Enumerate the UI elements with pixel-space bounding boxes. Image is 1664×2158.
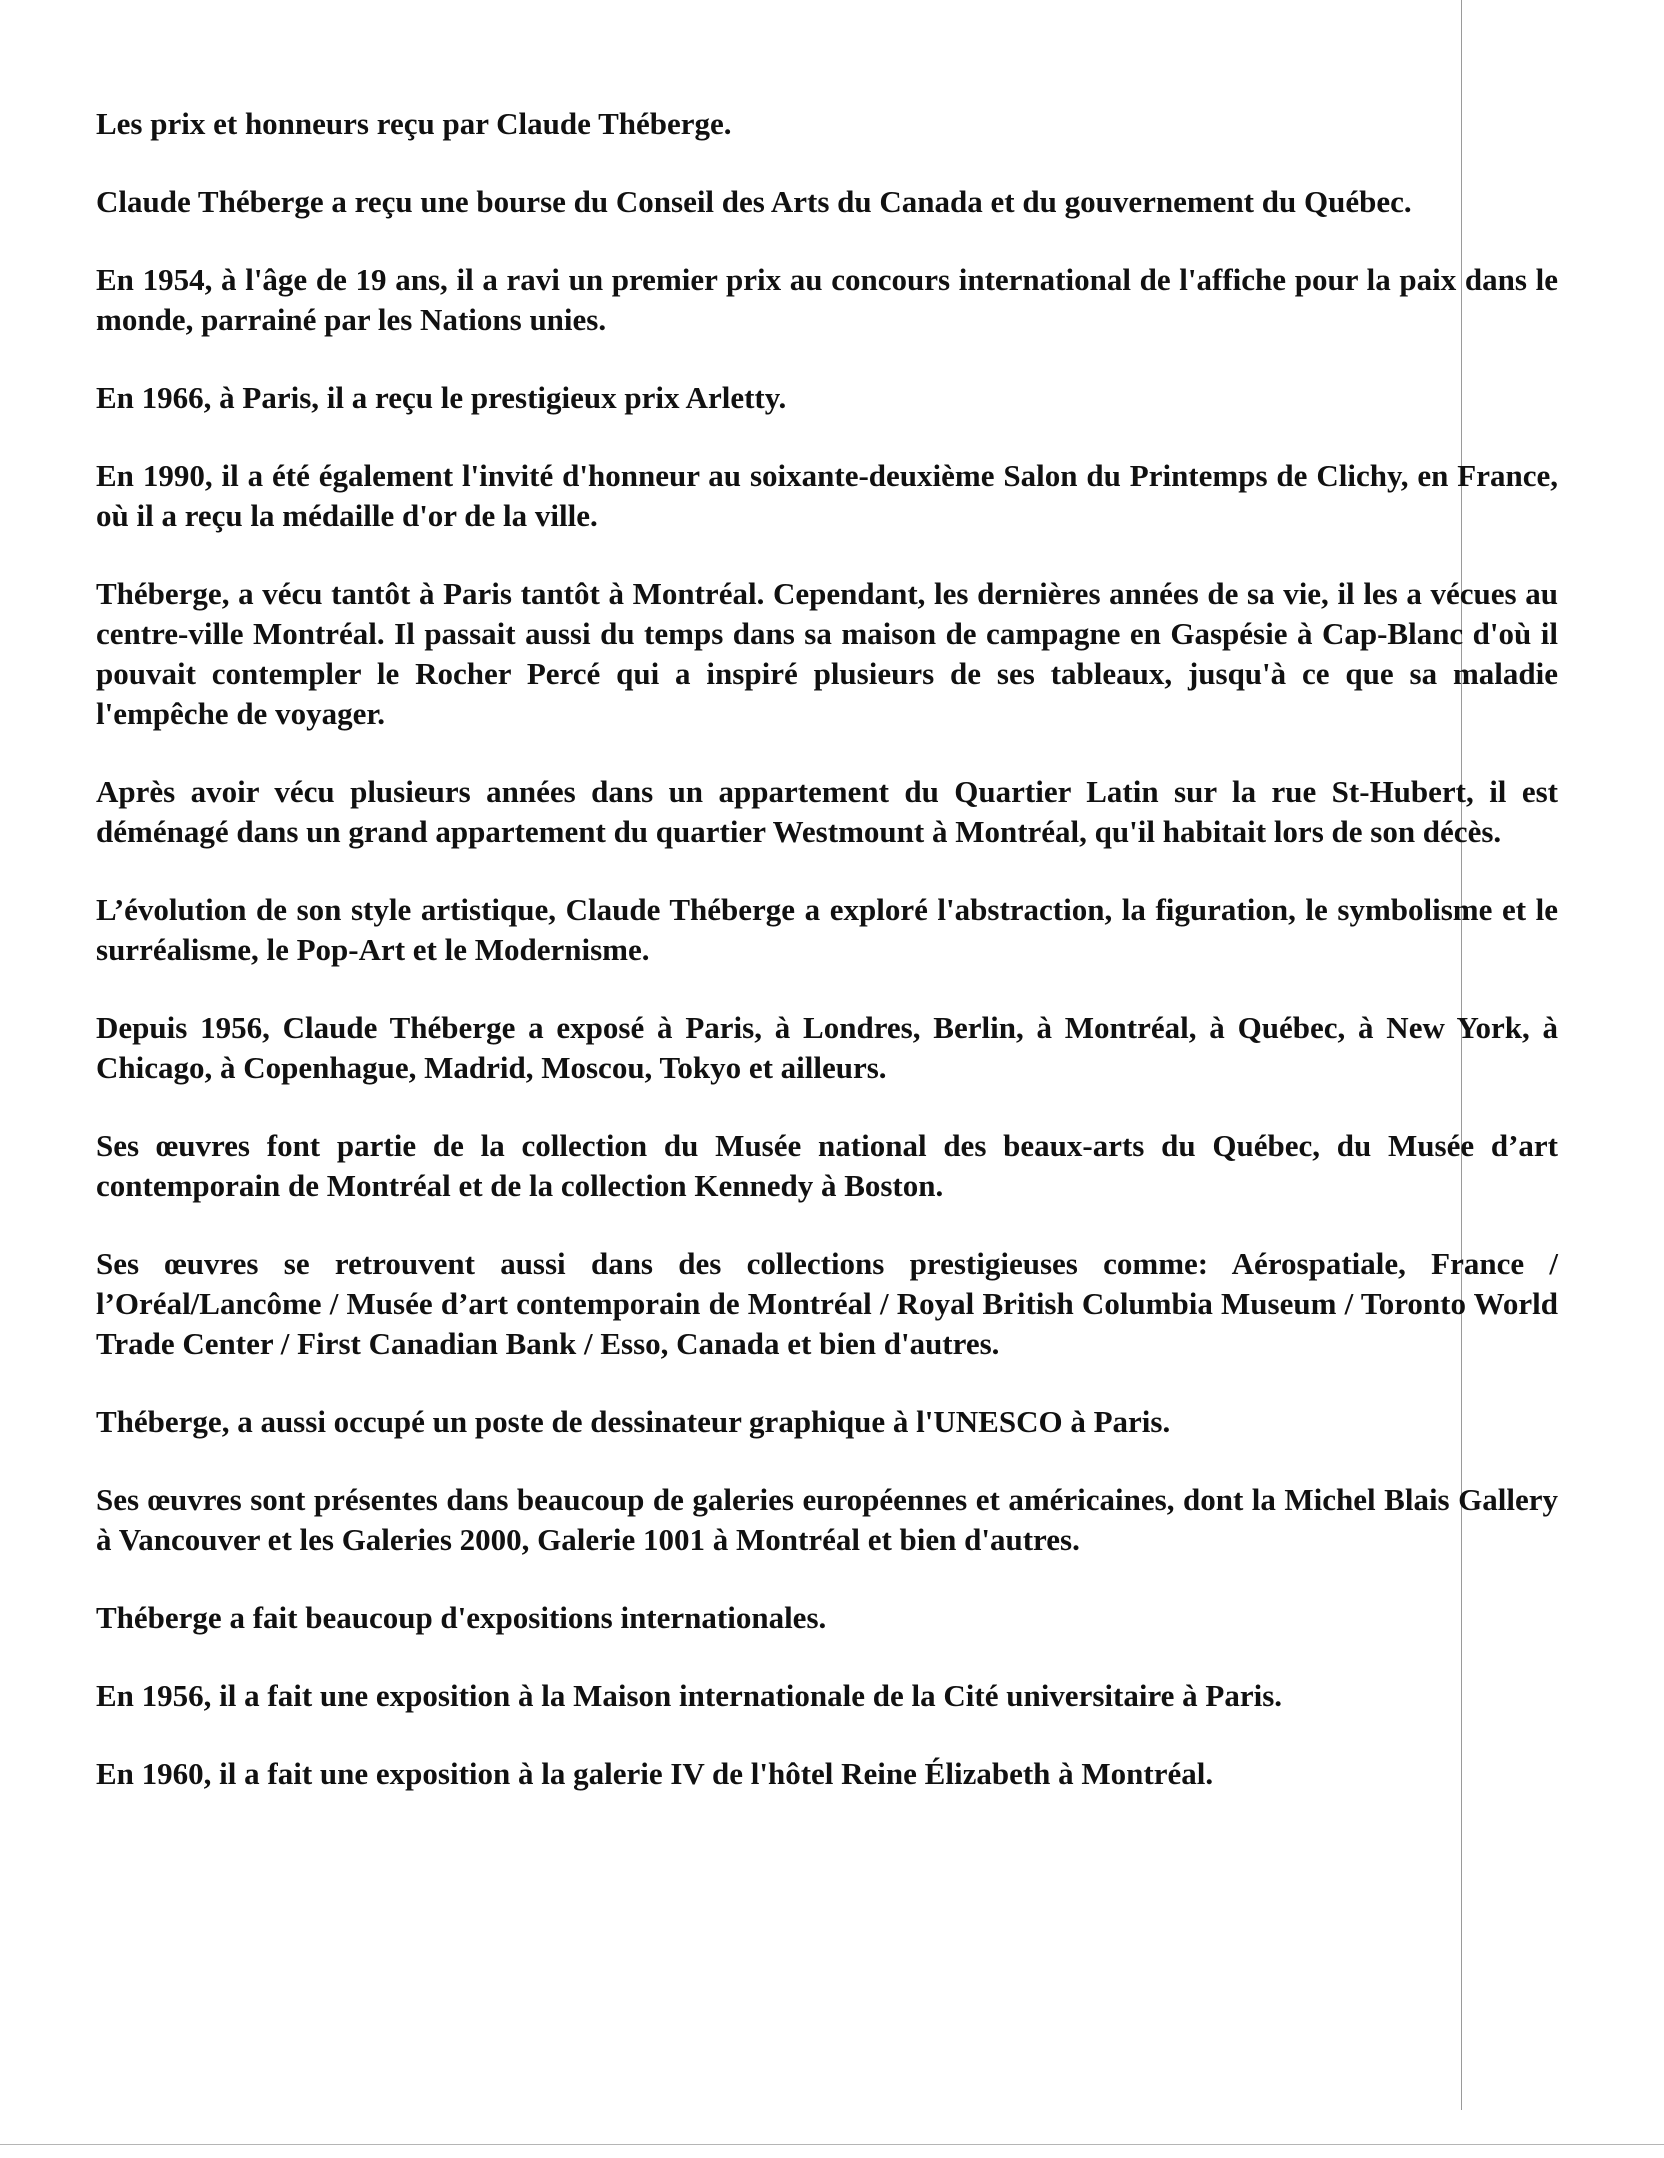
paragraph-bourse: Claude Théberge a reçu une bourse du Conseil des Arts du Canada et du gouvernement du Québec. xyxy=(96,184,1412,219)
document-body xyxy=(96,104,1558,1832)
paragraph-collections-musees: Ses œuvres font partie de la collection du Musée national des beaux-arts du Québec, du Musée d’art contemporain de Montréal et de la collection Kennedy à Boston. xyxy=(96,1128,1558,1203)
paragraph-expositions-internationales: Théberge a fait beaucoup d'expositions internationales. xyxy=(96,1600,827,1635)
paragraph-1956: En 1956, il a fait une exposition à la Maison internationale de la Cité universitaire à Paris. xyxy=(96,1678,1283,1713)
document-title: Les prix et honneurs reçu par Claude Théberge. xyxy=(96,106,732,141)
paragraph-galeries: Ses œuvres sont présentes dans beaucoup de galeries européennes et américaines, dont la Michel Blais Gallery à Vancouver et les Galeries 2000, Galerie 1001 à Montréal et bien d'autres. xyxy=(96,1482,1558,1557)
paragraph-unesco: Théberge, a aussi occupé un poste de dessinateur graphique à l'UNESCO à Paris. xyxy=(96,1404,1171,1439)
paragraph-collections-prestigieuses: Ses œuvres se retrouvent aussi dans des collections prestigieuses comme: Aérospatiale, France / l’Oréal/Lancôme / Musée d’art contemporain de Montréal / Royal British Columbia Museum / Toronto World Trade Center / First Canadian Bank / Esso, Canada et bien d'autres. xyxy=(96,1246,1558,1361)
paragraph-residence: Théberge, a vécu tantôt à Paris tantôt à Montréal. Cependant, les dernières années de sa vie, il les a vécues au centre-ville Montréal. Il passait aussi du temps dans sa maison de campagne en Gaspésie à Cap-Blanc d'où il pouvait contempler le Rocher Percé qui a inspiré plusieurs de ses tableaux, jusqu'à ce que sa maladie l'empêche de voyager. xyxy=(96,576,1558,731)
paragraph-appartement: Après avoir vécu plusieurs années dans un appartement du Quartier Latin sur la rue St-Hubert, il est déménagé dans un grand appartement du quartier Westmount à Montréal, qu'il habitait lors de son décès. xyxy=(96,774,1558,849)
paragraph-expositions-villes: Depuis 1956, Claude Théberge a exposé à Paris, à Londres, Berlin, à Montréal, à Québec, à New York, à Chicago, à Copenhague, Madrid, Moscou, Tokyo et ailleurs. xyxy=(96,1010,1558,1085)
paragraph-1966: En 1966, à Paris, il a reçu le prestigieux prix Arletty. xyxy=(96,380,787,415)
paragraph-1960: En 1960, il a fait une exposition à la galerie IV de l'hôtel Reine Élizabeth à Montréal. xyxy=(96,1756,1214,1791)
paragraph-1990: En 1990, il a été également l'invité d'honneur au soixante-deuxième Salon du Printemps de Clichy, en France, où il a reçu la médaille d'or de la ville. xyxy=(96,458,1558,533)
paragraph-1954: En 1954, à l'âge de 19 ans, il a ravi un premier prix au concours international de l'affiche pour la paix dans le monde, parrainé par les Nations unies. xyxy=(96,262,1558,337)
paragraph-style: L’évolution de son style artistique, Claude Théberge a exploré l'abstraction, la figuration, le symbolisme et le surréalisme, le Pop-Art et le Modernisme. xyxy=(96,892,1558,967)
scan-artifact-horizontal-line xyxy=(0,2144,1664,2145)
